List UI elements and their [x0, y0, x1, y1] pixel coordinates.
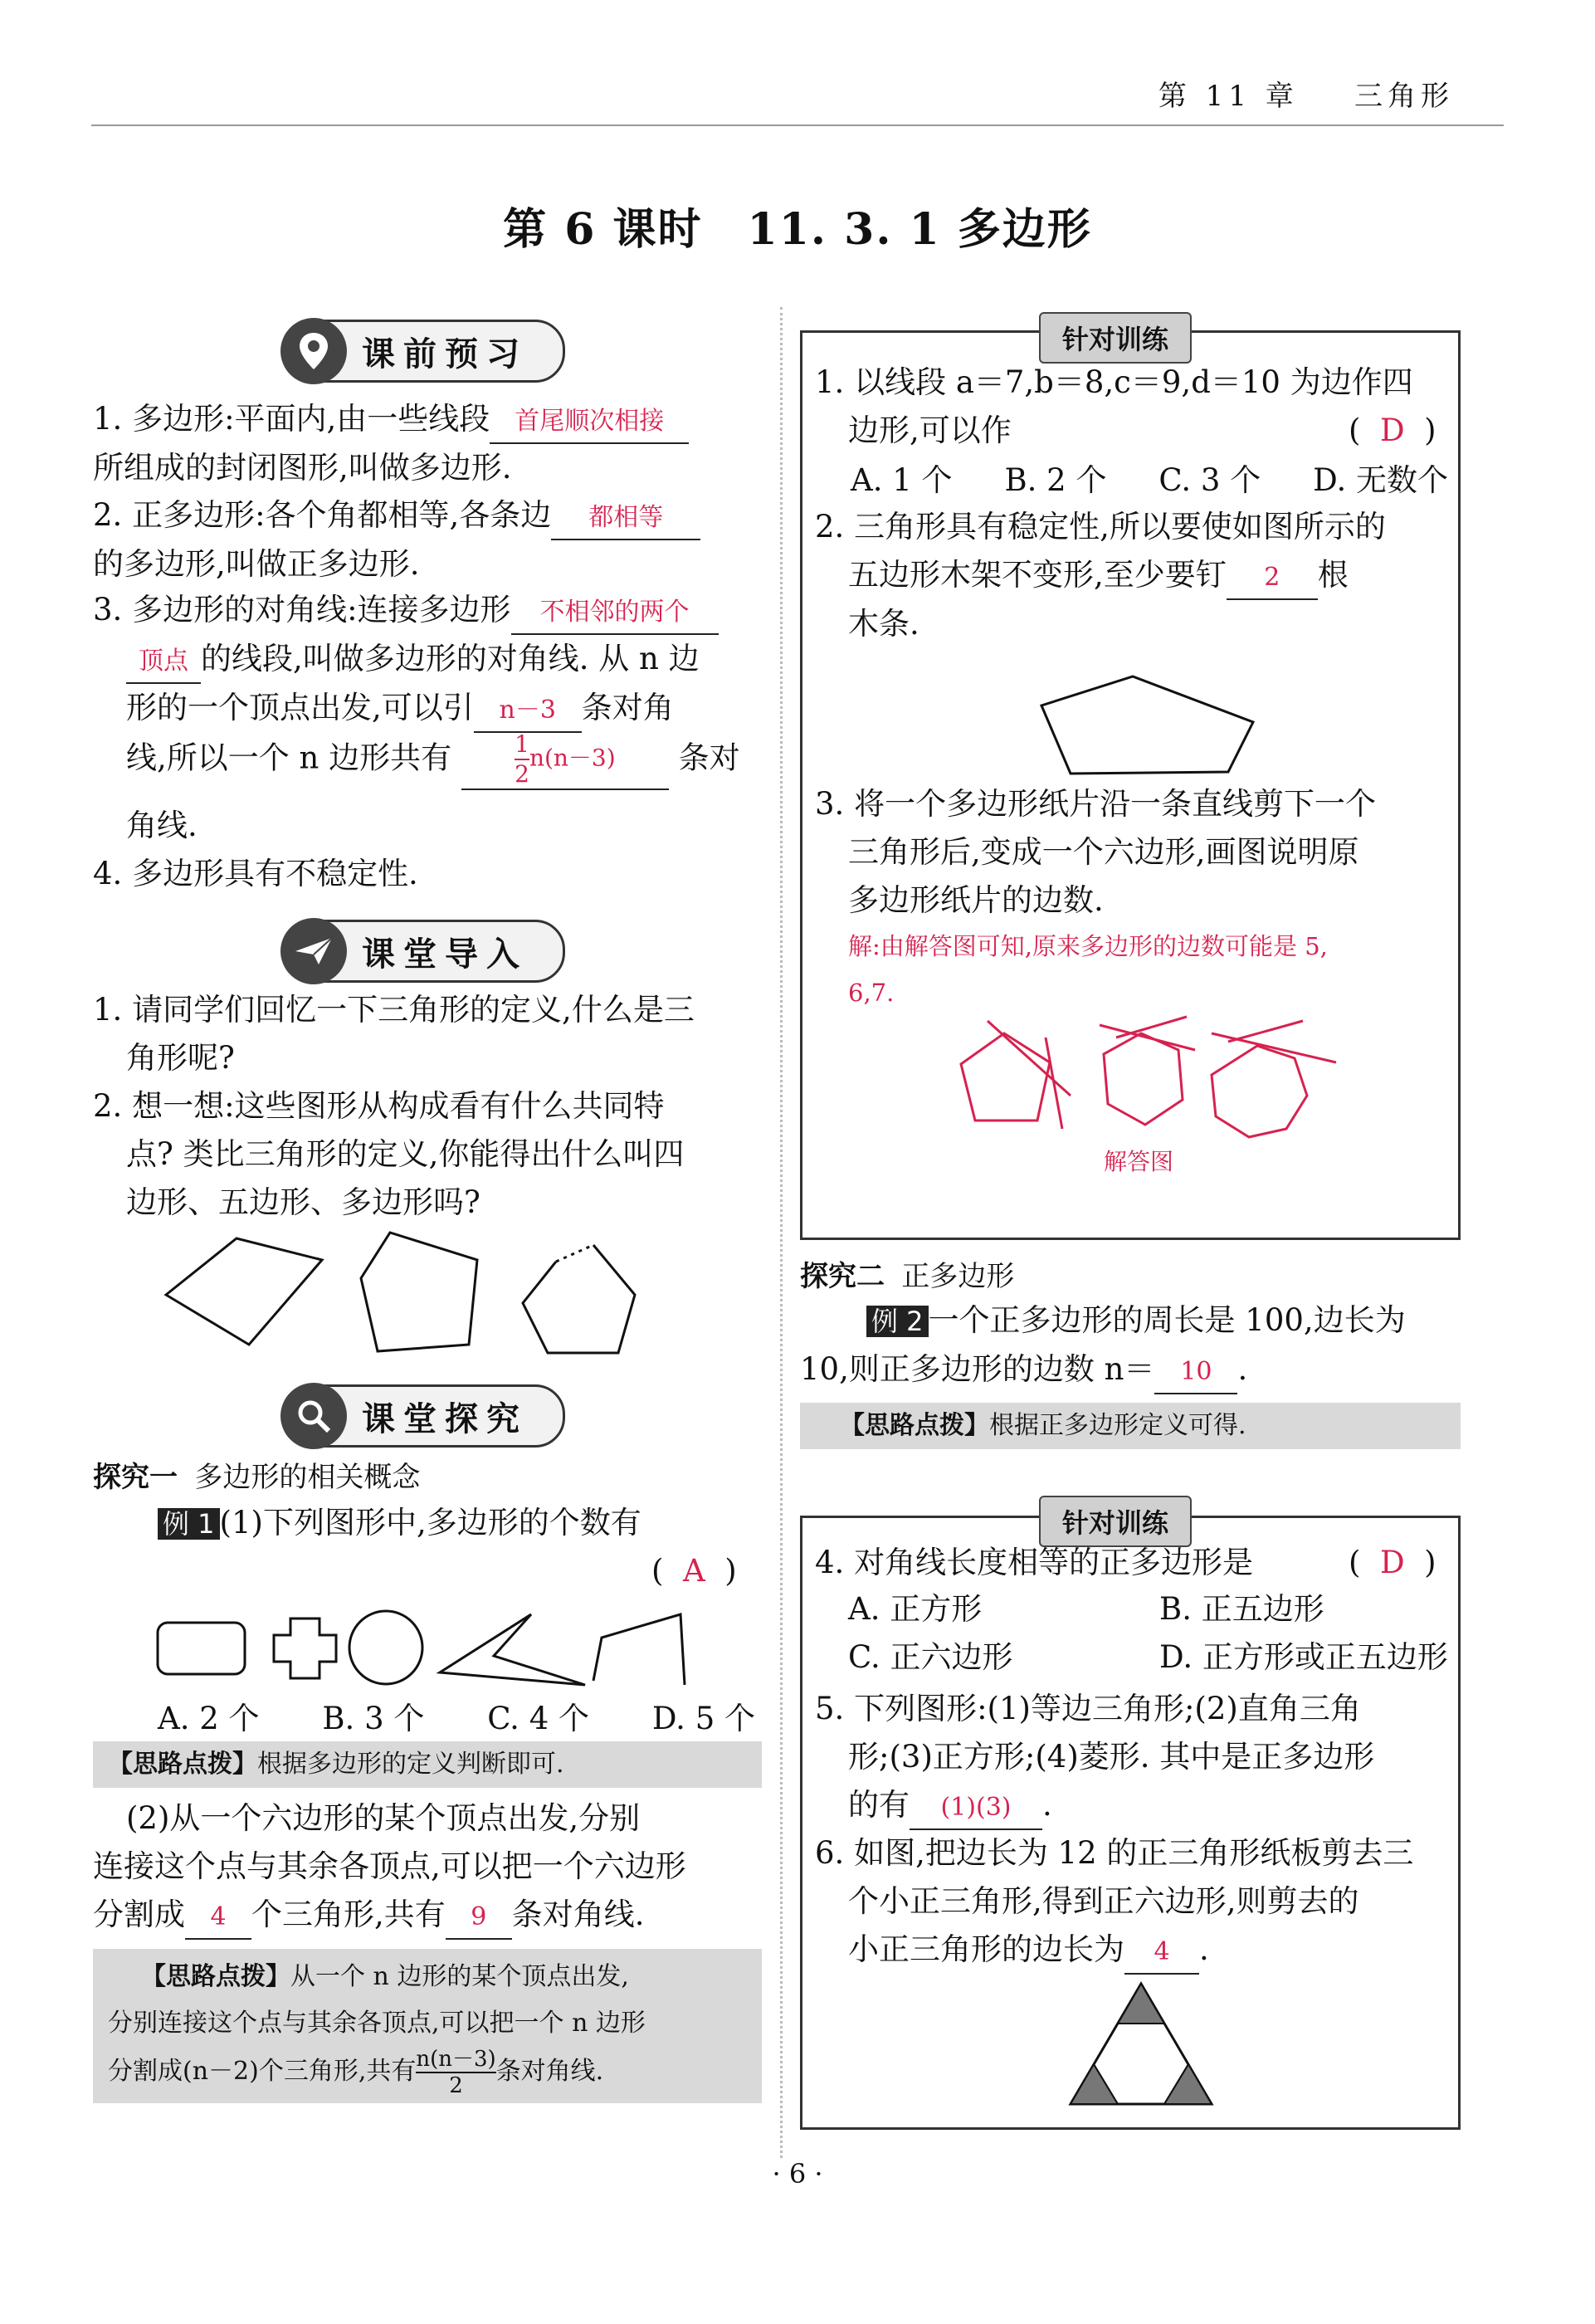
answer-blank: 首尾顺次相接	[490, 401, 689, 444]
quadrilateral-shape	[166, 1238, 322, 1345]
badge-explore	[286, 1384, 565, 1448]
train-q4: 4. 对角线长度相等的正多边形是	[815, 1545, 1254, 1580]
answer-blank: 4	[1124, 1931, 1199, 1975]
preview-q3-end: 角线.	[126, 808, 198, 843]
corner-triangle-top	[1118, 1984, 1164, 2024]
cut-line	[1116, 1017, 1187, 1038]
open-shape	[593, 1614, 685, 1685]
answer-blank: 10	[1154, 1351, 1237, 1394]
train-q3-solution: 解:由解答图可知,原来多边形的边数可能是 5, 6,7.	[848, 932, 1328, 1007]
choice-c: C. 4 个	[487, 1701, 590, 1736]
train-q1-answer: ( D )	[1349, 413, 1436, 448]
badge-preview	[286, 320, 565, 383]
train-q2: 2. 三角形具有稳定性,所以要使如图所示的 五边形木架不变形,至少要钉 2 根 木条.	[815, 509, 1386, 642]
example2: 例 2 一个正多边形的周长是 100,边长为 10,则正多边形的边数 n＝ 10 .	[800, 1296, 1464, 1394]
choice-d: D. 5 个	[651, 1701, 755, 1736]
answer-blank: 都相等	[551, 497, 700, 540]
preview-q3: 3. 多边形的对角线:连接多边形 不相邻的两个 顶点 的线段,叫做多边形的对角线. 从 n 边 形的一个顶点出发,可以引 n－3 条对角	[93, 586, 773, 733]
concave-shape	[440, 1614, 585, 1685]
hint-box-2: 【思路点拨】从一个 n 边形的某个顶点出发, 分别连接这个点与其余各顶点,可以把一个 n 边形 分割成(n－2)个三角形,共有 $\frac{n(n-3)}{2}$ 条对角线.	[93, 1949, 762, 2103]
choice-a: A. 正方形	[848, 1591, 983, 1627]
answer-blank: 不相邻的两个	[511, 592, 719, 635]
answer-blank: 顶点	[126, 641, 201, 684]
example1-choices	[158, 1693, 755, 1738]
column-separator	[780, 307, 783, 2158]
badge-explore-label: 课堂探究	[362, 1399, 528, 1438]
train-q6: 6. 如图,把边长为 12 的正三角形纸板剪去三 个小正三角形,得到正六边形,则剪去的 小正三角形的边长为 4 .	[815, 1829, 1454, 1975]
example-label: 例 2	[866, 1306, 929, 1337]
intro-q2: 2. 想一想:这些图形从构成看有什么共同特 点? 类比三角形的定义,你能得出什么叫四 边形、五边形、多边形吗?	[93, 1088, 685, 1220]
preview-q4: 4. 多边形具有不稳定性.	[93, 856, 418, 891]
train-q4-choices	[848, 1585, 1454, 1682]
choice-b: B. 正五边形	[1159, 1591, 1324, 1627]
paper-plane-icon	[280, 918, 347, 984]
running-header	[1158, 73, 1454, 114]
choice-c: C. 正六边形	[848, 1639, 1013, 1675]
answer-blank: (1)(3)	[910, 1787, 1042, 1830]
answer-blank: 9	[446, 1897, 512, 1940]
cut-line	[1228, 1021, 1303, 1042]
choice-d: D. 正方形或正五边形	[1159, 1639, 1448, 1675]
example-label: 例 1	[158, 1508, 220, 1540]
magnifier-icon	[280, 1383, 347, 1449]
corner-triangle-left	[1071, 2064, 1118, 2104]
cut-line	[988, 1021, 1071, 1096]
pentagon-shape	[361, 1233, 477, 1351]
dotted-side	[556, 1245, 593, 1262]
heptagon-cut-shape	[1212, 1046, 1307, 1137]
intro-q1: 1. 请同学们回忆一下三角形的定义,什么是三 角形呢?	[93, 992, 695, 1076]
badge-preview-label: 课前预习	[362, 334, 528, 374]
train-q3: 3. 将一个多边形纸片沿一条直线剪下一个 三角形后,变成一个六边形,画图说明原 多边形纸片的边数.	[815, 786, 1377, 918]
preview-q3-cont: 线,所以一个 n 边形共有 $\frac{1}{2}$ n(n－3) 条对	[126, 730, 790, 790]
chapter-label: 第 11 章	[1158, 80, 1299, 113]
pentagon-cut-shape	[961, 1033, 1050, 1120]
example1-answer: ( A )	[651, 1553, 737, 1589]
choice-b: B. 2 个	[1004, 462, 1107, 498]
example1-shapes	[154, 1606, 693, 1689]
choice-c: C. 3 个	[1158, 462, 1261, 498]
choice-d: D. 无数个	[1313, 462, 1448, 498]
pentagon-frame-figure	[1037, 672, 1261, 780]
solution-caption: 解答图	[1104, 1148, 1174, 1175]
page-number: · 6 ·	[772, 2158, 823, 2190]
section-heading-1: 探究一 多边形的相关概念	[93, 1461, 421, 1494]
page-title: 第 6 课时 11. 3. 1 多边形	[503, 204, 1092, 255]
answer-blank: 4	[185, 1897, 251, 1940]
preview-q1: 1. 多边形:平面内,由一些线段 首尾顺次相接 所组成的封闭图形,叫做多边形.	[93, 395, 757, 492]
choice-a: A. 2 个	[158, 1701, 260, 1736]
solution-figure	[938, 1013, 1353, 1162]
section-heading-2: 探究二 正多边形	[800, 1260, 1015, 1293]
location-pin-icon	[280, 318, 347, 384]
corner-triangle-right	[1164, 2064, 1212, 2104]
chapter-topic: 三角形	[1354, 80, 1454, 113]
triangle-cut-figure	[1066, 1980, 1216, 2112]
header-rule	[91, 124, 1504, 126]
intro-shapes-figure	[158, 1228, 705, 1370]
train-q1: 1. 以线段 a＝7,b＝8,c＝9,d＝10 为边作四 边形,可以作	[815, 364, 1413, 448]
rounded-rect-shape	[158, 1623, 245, 1674]
answer-fraction: $\frac{1}{2}$ n(n－3)	[461, 730, 669, 790]
preview-q2: 2. 正多边形:各个角都相等,各条边 都相等 的多边形,叫做正多边形.	[93, 491, 757, 588]
example1-q: 例 1 (1)下列图形中,多边形的个数有	[158, 1499, 641, 1548]
circle-shape	[349, 1611, 422, 1684]
answer-blank: 2	[1227, 557, 1318, 600]
train-q1-choices	[851, 455, 1448, 500]
choice-a: A. 1 个	[851, 462, 953, 498]
choice-b: B. 3 个	[322, 1701, 425, 1736]
training-tab-1: 针对训练	[1039, 312, 1192, 364]
badge-intro	[286, 920, 565, 983]
cut-line	[1046, 1038, 1062, 1129]
train-q5: 5. 下列图形:(1)等边三角形;(2)直角三角 形;(3)正方形;(4)菱形. 其中是正多边形 的有 (1)(3) .	[815, 1685, 1454, 1830]
example1-part2: (2)从一个六边形的某个顶点出发,分别 连接这个点与其余各顶点,可以把一个六边形 分割成 4 个三角形,共有 9 条对角线.	[93, 1794, 773, 1940]
hint-box-3: 【思路点拨】根据正多边形定义可得.	[800, 1403, 1461, 1449]
hint-box-1: 【思路点拨】根据多边形的定义判断即可.	[93, 1741, 762, 1788]
pentagon-shape	[1041, 676, 1253, 774]
answer-blank: n－3	[474, 690, 582, 733]
cross-shape	[274, 1618, 336, 1678]
train-q4-answer: ( D )	[1349, 1545, 1436, 1580]
polygon-open-shape	[523, 1245, 635, 1353]
badge-intro-label: 课堂导入	[362, 935, 528, 974]
hexagon-cut-shape	[1104, 1033, 1183, 1125]
training-tab-2: 针对训练	[1039, 1496, 1192, 1547]
cut-line	[1212, 1033, 1336, 1062]
